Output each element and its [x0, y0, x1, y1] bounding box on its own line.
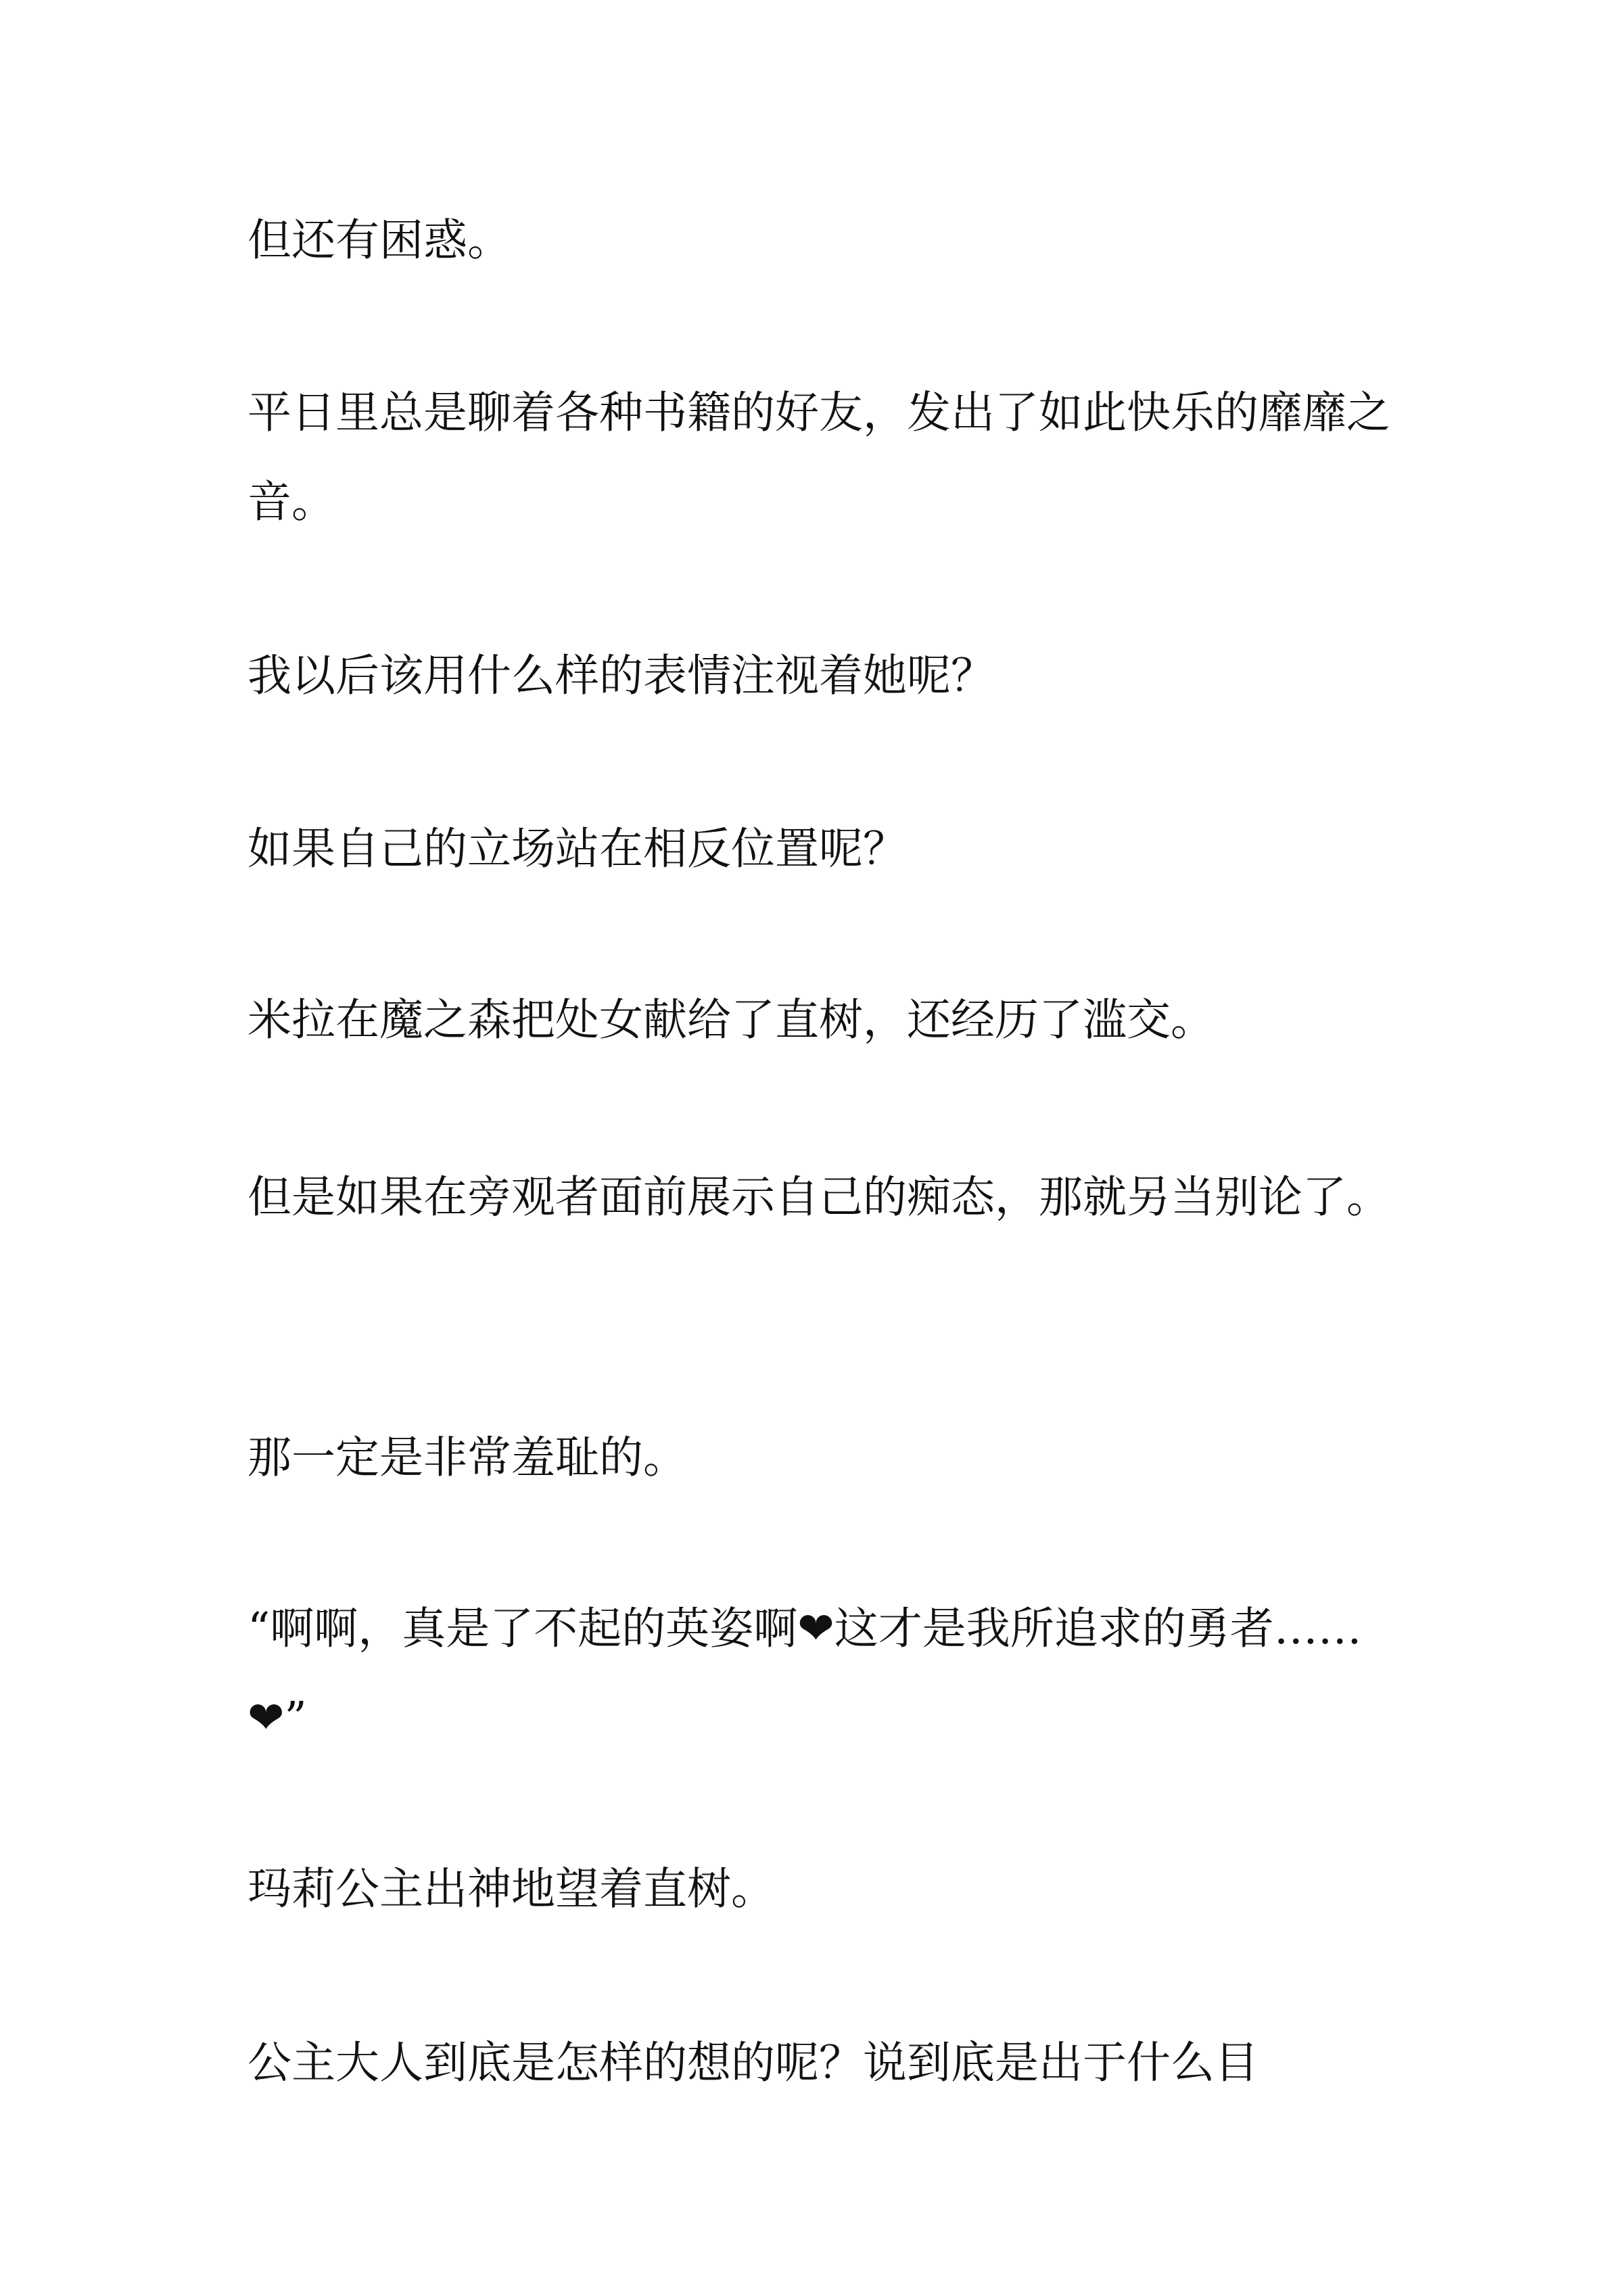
paragraph: 但还有困惑。 [248, 215, 512, 266]
paragraph: 但是如果在旁观者面前展示自己的痴态，那就另当别论了。 [248, 1172, 1391, 1223]
paragraph: 我以后该用什么样的表情注视着她呢？ [248, 651, 995, 701]
paragraph: 公主大人到底是怎样的想的呢？说到底是出于什么目 [248, 2038, 1259, 2088]
paragraph: 玛莉公主出神地望着直树。 [248, 1864, 776, 1915]
paragraph: 平日里总是聊着各种书籍的好友，发出了如此快乐的靡靡之音。 [248, 388, 1391, 528]
paragraph: 如果自己的立场站在相反位置呢？ [248, 824, 908, 874]
dialogue-paragraph: “啊啊，真是了不起的英姿啊❤这才是我所追求的勇者……❤” [248, 1603, 1362, 1743]
paragraph: 米拉在魔之森把处女献给了直树，还经历了滥交。 [248, 995, 1215, 1046]
paragraph: 那一定是非常羞耻的。 [248, 1432, 688, 1483]
